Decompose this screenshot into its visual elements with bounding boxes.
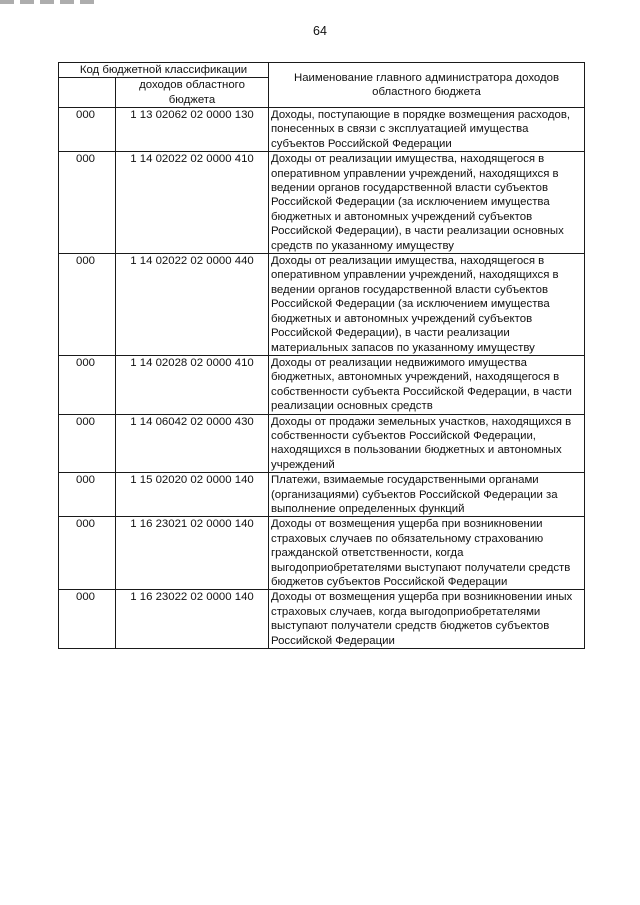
scan-edge-artifact (0, 0, 95, 4)
revenue-name-cell: Доходы от возмещения ущерба при возникновении иных страховых случаев, когда выгодоприобретателями выступают получатели средств бюджетов субъектов Российской Федерации (269, 590, 585, 649)
revenue-name-cell: Доходы от возмещения ущерба при возникновении страховых случаев по обязательному страхованию гражданской ответственности, когда выгодоприобретателями выступают получатели средств бюджетов субъектов Российской Федерации (269, 517, 585, 590)
table-row (59, 108, 585, 152)
revenue-name-cell: Доходы от продажи земельных участков, находящихся в собственности субъектов Российской Федерации, находящихся в пользовании бюджетных и автономных учреждений (269, 414, 585, 473)
code-group-header: Код бюджетной классификации (59, 63, 269, 78)
budget-classification-table (58, 62, 585, 649)
page-number: 64 (313, 24, 327, 38)
admin-code-cell: 000 (59, 108, 116, 152)
admin-code-cell: 000 (59, 254, 116, 356)
revenue-code-cell: 1 16 23022 02 0000 140 (116, 590, 269, 649)
revenue-code-cell: 1 14 02028 02 0000 410 (116, 355, 269, 414)
table-row (59, 254, 585, 356)
table-header-row (59, 63, 585, 78)
revenue-name-cell: Доходы от реализации недвижимого имущества бюджетных, автономных учреждений, находящегося в собственности субъекта Российской Федерации, в части реализации основных средств (269, 355, 585, 414)
admin-code-cell: 000 (59, 517, 116, 590)
revenue-code-cell: 1 14 02022 02 0000 410 (116, 152, 269, 254)
admin-code-cell: 000 (59, 473, 116, 517)
revenue-code-cell: 1 16 23021 02 0000 140 (116, 517, 269, 590)
table-row (59, 473, 585, 517)
admin-name-header: Наименование главного администратора доходов областного бюджета (269, 63, 585, 108)
revenue-code-header: доходов областного бюджета (116, 78, 269, 108)
admin-code-cell: 000 (59, 152, 116, 254)
admin-code-cell: 000 (59, 355, 116, 414)
table-row (59, 152, 585, 254)
table-row (59, 517, 585, 590)
table-row (59, 590, 585, 649)
revenue-code-cell: 1 14 02022 02 0000 440 (116, 254, 269, 356)
admin-code-header-empty (59, 78, 116, 108)
admin-code-cell: 000 (59, 414, 116, 473)
revenue-code-cell: 1 13 02062 02 0000 130 (116, 108, 269, 152)
table-row (59, 355, 585, 414)
revenue-code-cell: 1 15 02020 02 0000 140 (116, 473, 269, 517)
revenue-code-cell: 1 14 06042 02 0000 430 (116, 414, 269, 473)
admin-code-cell: 000 (59, 590, 116, 649)
revenue-name-cell: Доходы, поступающие в порядке возмещения расходов, понесенных в связи с эксплуатацией имущества субъектов Российской Федерации (269, 108, 585, 152)
revenue-name-cell: Платежи, взимаемые государственными органами (организациями) субъектов Российской Федерации за выполнение определенных функций (269, 473, 585, 517)
revenue-name-cell: Доходы от реализации имущества, находящегося в оперативном управлении учреждений, находящихся в ведении органов государственной власти субъектов Российской Федерации (за исключением имущества бюджетных и автономных учреждений субъектов Российской Федерации), в части реализации основных средств по указанному имуществу (269, 152, 585, 254)
table-row (59, 414, 585, 473)
revenue-name-cell: Доходы от реализации имущества, находящегося в оперативном управлении учреждений, находящихся в ведении органов государственной власти субъектов Российской Федерации (за исключением имущества бюджетных и автономных учреждений субъектов Российской Федерации), в части реализации материальных запасов по указанному имуществу (269, 254, 585, 356)
